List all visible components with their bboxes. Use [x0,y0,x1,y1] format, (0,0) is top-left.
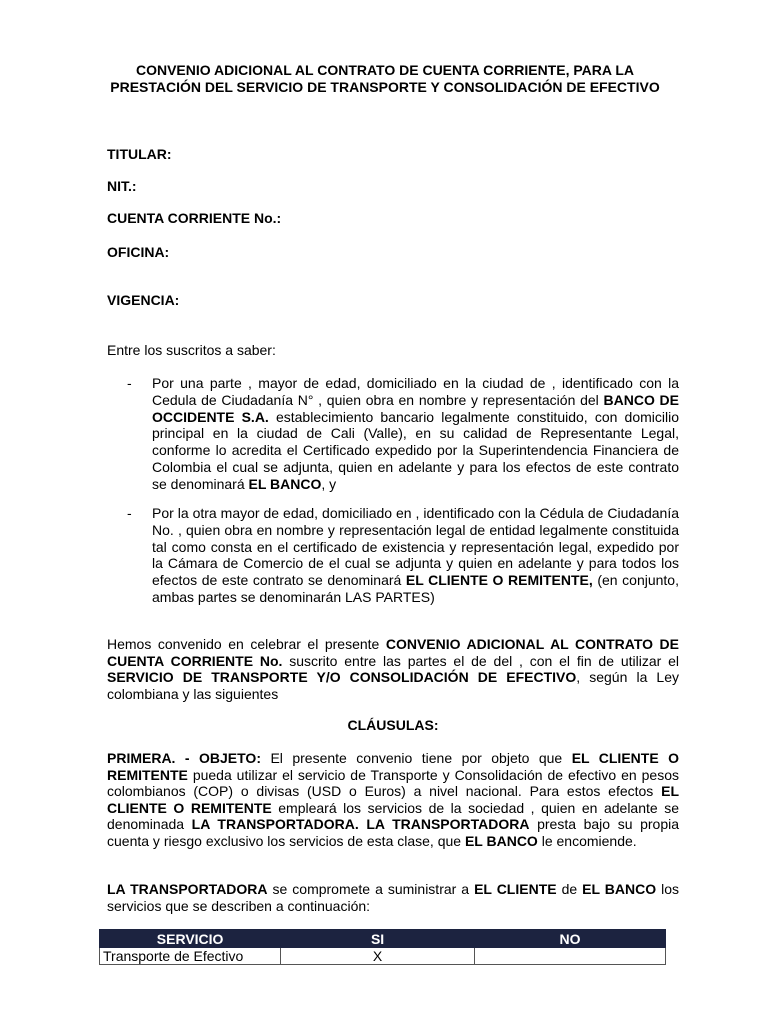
header-servicio: SERVICIO [100,930,281,948]
table-header-row [100,930,666,948]
clausula-primera-paragraph: PRIMERA. - OBJETO: El presente convenio tiene por objeto que EL CLIENTE O REMITENTE pueda utilizar el servicio de Transporte y Consolidación de efectivo en pesos colombianos (COP) o divisas (USD o Euros) a nivel nacional. Para estos efectos EL CLIENTE O REMITENTE empleará los servicios de la sociedad , quien en adelante se denominada LA TRANSPORTADORA. LA TRANSPORTADORA presta bajo su propia cuenta y riesgo exclusivo los servicios de esta clase, que EL BANCO le encomiende. [107,750,680,849]
cell-no [474,948,665,965]
cell-servicio: Transporte de Efectivo [100,948,281,965]
party-two-paragraph: Por la otra mayor de edad, domiciliado en , identificado con la Cédula de Ciudadanía No. , quien obra en nombre y representación legal de entidad legalmente constituida tal como consta en el certificado de existencia y representación legal, expedido por la Cámara de Comercio de el cual se adjunta y quien en adelante y para todos los efectos de este contrato se denominará EL CLIENTE O REMITENTE, (en conjunto, ambas partes se denominarán LAS PARTES) [152,505,679,605]
transportadora-paragraph: LA TRANSPORTADORA se compromete a suministrar a EL CLIENTE de EL BANCO los servicios que se describen a continuación: [107,881,679,914]
hemos-convenido-paragraph: Hemos convenido en celebrar el presente CONVENIO ADICIONAL AL CONTRATO DE CUENTA CORRIENTE No. suscrito entre las partes el de del , con el fin de utilizar el SERVICIO DE TRANSPORTE Y/O CONSOLIDACIÓN DE EFECTIVO, según la Ley colombiana y las siguientes [107,636,680,702]
field-vigencia: VIGENCIA: [107,292,180,308]
field-nit: NIT.: [107,178,137,194]
header-si: SI [281,930,475,948]
title-line-1: CONVENIO ADICIONAL AL CONTRATO DE CUENTA CORRIENTE, PARA LA [135,62,635,78]
field-titular: TITULAR: [107,146,172,162]
bullet-dash-1: - [127,375,132,391]
document-title [100,62,670,96]
bullet-dash-2: - [127,505,132,521]
table-row [100,948,666,965]
header-no: NO [474,930,665,948]
field-cuenta-corriente: CUENTA CORRIENTE No.: [107,210,282,226]
intro-text: Entre los suscritos a saber: [107,342,276,358]
cell-si: X [281,948,475,965]
field-oficina: OFICINA: [107,244,170,260]
party-one-paragraph: Por una parte , mayor de edad, domiciliado en la ciudad de , identificado con la Cedula de Ciudadanía N° , quien obra en nombre y representación del BANCO DE OCCIDENTE S.A. establecimiento bancario legalmente constituido, con domicilio principal en la ciudad de Cali (Valle), en su calidad de Representante Legal, conforme lo acredita el Certificado expedido por la Superintendencia Financiera de Colombia el cual se adjunta, quien en adelante y para los efectos de este contrato se denominará EL BANCO, y [152,375,680,492]
clausulas-heading: CLÁUSULAS: [347,717,439,733]
services-table [99,929,666,965]
title-line-2: PRESTACIÓN DEL SERVICIO DE TRANSPORTE Y CONSOLIDACIÓN DE EFECTIVO [110,79,660,95]
